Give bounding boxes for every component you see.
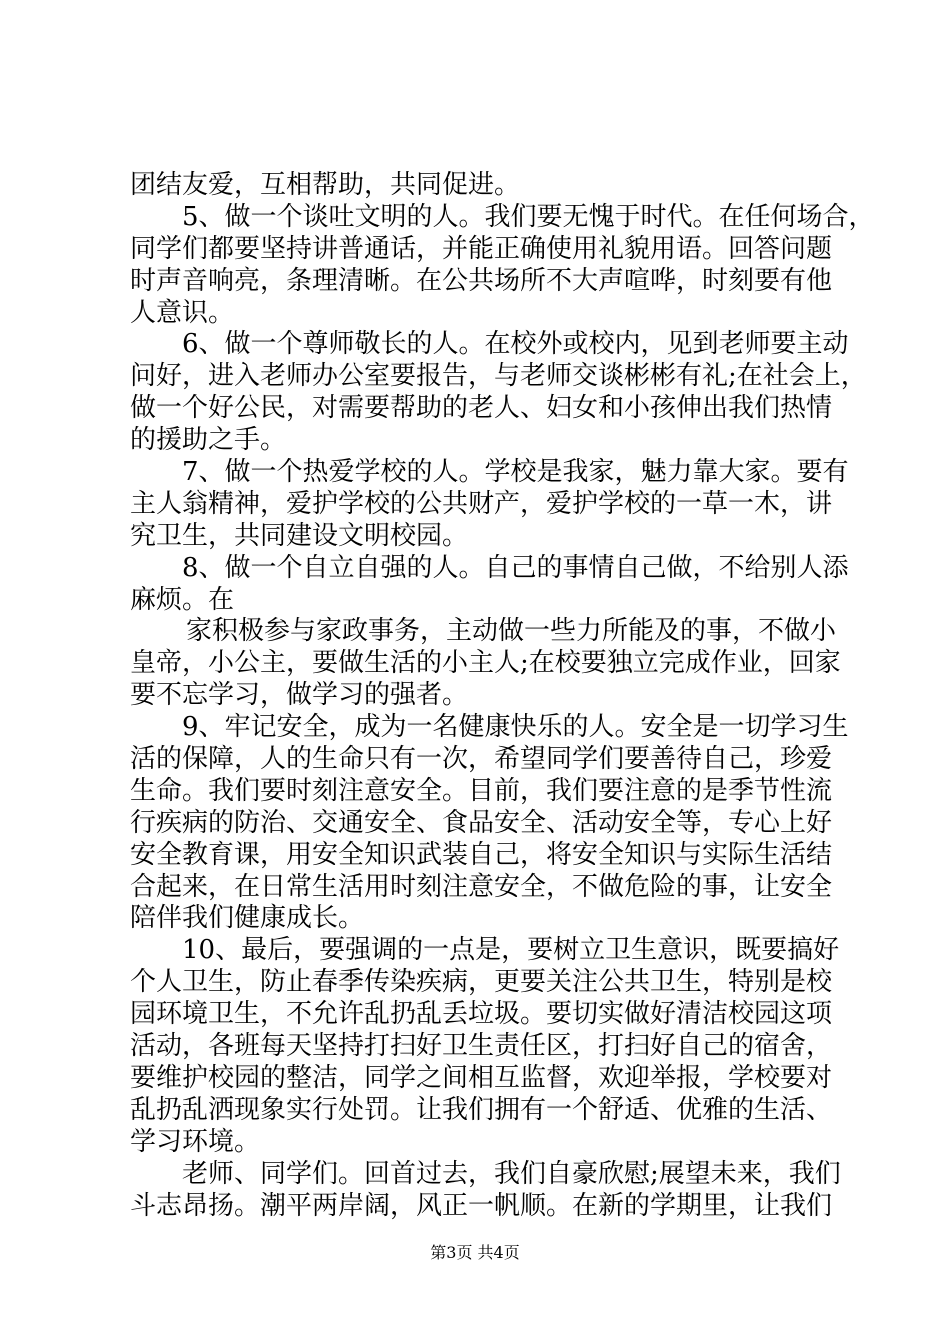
text-line: 要维护校园的整洁，同学之间相互监督，欢迎举报，学校要对 — [130, 1062, 833, 1093]
text-line: 个人卫生，防止春季传染疾病，更要关注公共卫生，特别是校 — [130, 967, 833, 998]
text-line: 学习环境。 — [130, 1126, 261, 1157]
text-line: 10、最后，要强调的一点是，要树立卫生意识，既要搞好 — [182, 935, 840, 966]
text-line: 做一个好公民，对需要帮助的老人、妇女和小孩伸出我们热情 — [130, 393, 833, 424]
text-line: 时声音响亮，条理清晰。在公共场所不大声喧哗，时刻要有他 — [130, 265, 833, 296]
text-line: 团结友爱，互相帮助，共同促进。 — [130, 170, 521, 200]
text-line: 行疾病的防治、交通安全、食品安全、活动安全等，专心上好 — [130, 807, 833, 838]
text-line: 活动，各班每天坚持打扫好卫生责任区，打扫好自己的宿舍， — [130, 1031, 833, 1062]
text-line: 问好，进入老师办公室要报告，与老师交谈彬彬有礼;在社会上， — [130, 361, 867, 392]
text-line: 乱扔乱洒现象实行处罚。让我们拥有一个舒适、优雅的生活、 — [130, 1094, 833, 1125]
text-line: 活的保障，人的生命只有一次，希望同学们要善待自己，珍爱 — [130, 744, 833, 775]
text-line: 5、做一个谈吐文明的人。我们要无愧于时代。在任何场合， — [182, 201, 875, 232]
text-line: 安全教育课，用安全知识武装自己，将安全知识与实际生活结 — [130, 839, 833, 870]
text-line: 主人翁精神，爱护学校的公共财产，爱护学校的一草一木，讲 — [130, 488, 833, 519]
text-line: 6、做一个尊师敬长的人。在校外或校内，见到老师要主动 — [182, 329, 849, 360]
text-line: 的援助之手。 — [130, 425, 287, 456]
text-line: 斗志昂扬。潮平两岸阔，风正一帆顺。在新的学期里，让我们 — [130, 1190, 833, 1221]
text-line: 麻烦。在 — [130, 584, 235, 615]
text-line: 家积极参与家政事务，主动做一些力所能及的事，不做小 — [186, 616, 837, 647]
text-line: 生命。我们要时刻注意安全。目前，我们要注意的是季节性流 — [130, 775, 833, 806]
text-line: 老师、同学们。回首过去，我们自豪欣慰;展望未来，我们 — [182, 1158, 841, 1189]
text-line: 9、牢记安全，成为一名健康快乐的人。安全是一切学习生 — [182, 712, 849, 743]
text-line: 合起来，在日常生活用时刻注意安全，不做危险的事，让安全 — [130, 871, 833, 902]
text-line: 8、做一个自立自强的人。自己的事情自己做，不给别人添 — [182, 552, 849, 583]
text-line: 同学们都要坚持讲普通话，并能正确使用礼貌用语。回答问题 — [130, 233, 833, 264]
text-line: 人意识。 — [130, 297, 235, 328]
text-line: 要不忘学习，做学习的强者。 — [130, 680, 469, 711]
text-line: 究卫生，共同建设文明校园。 — [130, 520, 469, 551]
text-line: 7、做一个热爱学校的人。学校是我家，魅力靠大家。要有 — [182, 457, 849, 488]
text-line: 皇帝，小公主，要做生活的小主人;在校要独立完成作业，回家 — [130, 648, 841, 679]
page-number-footer: 第3页 共4页 — [430, 1243, 520, 1262]
text-line: 陪伴我们健康成长。 — [130, 903, 365, 934]
text-line: 园环境卫生，不允许乱扔乱丢垃圾。要切实做好清洁校园这项 — [130, 999, 833, 1030]
document-body — [130, 170, 875, 1222]
